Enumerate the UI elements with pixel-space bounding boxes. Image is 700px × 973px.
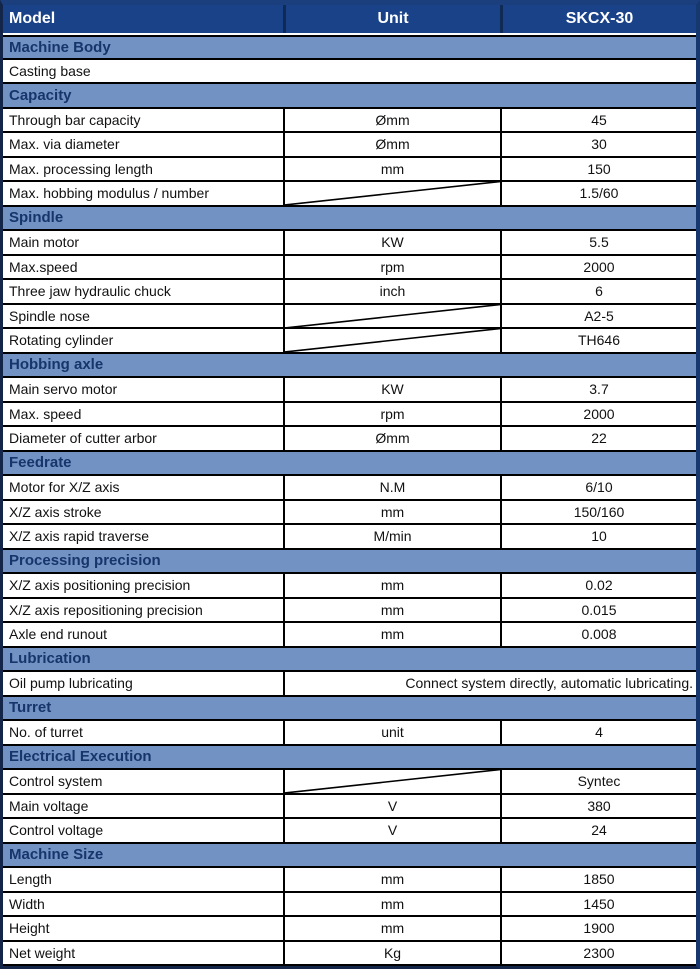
table-row-length bbox=[3, 868, 696, 893]
section-header-machine-size bbox=[3, 844, 696, 869]
section-header-spindle bbox=[3, 207, 696, 232]
section-header-electrical-execution bbox=[3, 746, 696, 771]
table-row-oil-pump-lubricating bbox=[3, 672, 696, 697]
row-value: 10 bbox=[500, 525, 696, 548]
table-row-height bbox=[3, 917, 696, 942]
header-model: Model bbox=[9, 10, 56, 27]
row-label: Control voltage bbox=[9, 822, 104, 839]
row-label: Net weight bbox=[9, 944, 76, 961]
table-row-axle-end-runout bbox=[3, 623, 696, 648]
row-unit: Ømm bbox=[283, 109, 500, 132]
table-row-x-z-axis-rapid-traverse bbox=[3, 525, 696, 550]
row-label: Spindle nose bbox=[9, 307, 90, 324]
row-unit: V bbox=[283, 819, 500, 842]
row-unit: Kg bbox=[283, 942, 500, 965]
table-row-casting-base bbox=[3, 60, 696, 85]
table-row-through-bar-capacity bbox=[3, 109, 696, 134]
header-unit: Unit bbox=[283, 5, 500, 33]
section-header-hobbing-axle bbox=[3, 354, 696, 379]
row-value: 0.008 bbox=[500, 623, 696, 646]
row-label: Max. hobbing modulus / number bbox=[9, 185, 209, 202]
row-label: X/Z axis repositioning precision bbox=[9, 601, 203, 618]
row-label: Oil pump lubricating bbox=[9, 675, 133, 692]
table-row-no-of-turret bbox=[3, 721, 696, 746]
row-unit: KW bbox=[283, 231, 500, 254]
diagonal-slash-icon bbox=[285, 329, 500, 352]
row-label: Main voltage bbox=[9, 797, 89, 814]
row-unit: mm bbox=[283, 501, 500, 524]
row-label: Diameter of cutter arbor bbox=[9, 430, 157, 447]
row-unit: mm bbox=[283, 917, 500, 940]
diagonal-slash-icon bbox=[285, 305, 500, 328]
row-label: No. of turret bbox=[9, 724, 83, 741]
section-title: Capacity bbox=[9, 86, 72, 104]
row-value: 5.5 bbox=[500, 231, 696, 254]
row-label: Max.speed bbox=[9, 258, 78, 275]
row-value: 150/160 bbox=[500, 501, 696, 524]
row-value: 30 bbox=[500, 133, 696, 156]
row-label: Length bbox=[9, 871, 52, 888]
table-header-row bbox=[3, 5, 696, 35]
table-row-main-voltage bbox=[3, 795, 696, 820]
row-label: X/Z axis rapid traverse bbox=[9, 528, 150, 545]
table-row-max-speed bbox=[3, 256, 696, 281]
row-label: Width bbox=[9, 895, 45, 912]
diagonal-slash-icon bbox=[285, 182, 500, 205]
row-value: 4 bbox=[500, 721, 696, 744]
table-row-control-voltage bbox=[3, 819, 696, 844]
table-row-max-via-diameter bbox=[3, 133, 696, 158]
row-value: 0.02 bbox=[500, 574, 696, 597]
row-unit: rpm bbox=[283, 403, 500, 426]
table-row-rotating-cylinder bbox=[3, 329, 696, 354]
section-header-capacity bbox=[3, 84, 696, 109]
row-unit: rpm bbox=[283, 256, 500, 279]
row-unit: V bbox=[283, 795, 500, 818]
row-value: 22 bbox=[500, 427, 696, 450]
row-unit: mm bbox=[283, 868, 500, 891]
table-row-spindle-nose bbox=[3, 305, 696, 330]
section-title: Processing precision bbox=[9, 552, 161, 570]
section-title: Feedrate bbox=[9, 454, 72, 472]
row-unit: KW bbox=[283, 378, 500, 401]
row-unit: mm bbox=[283, 599, 500, 622]
row-label: Motor for X/Z axis bbox=[9, 479, 120, 496]
table-row-diameter-of-cutter-arbor bbox=[3, 427, 696, 452]
row-label: Max. processing length bbox=[9, 160, 153, 177]
row-label: Rotating cylinder bbox=[9, 332, 114, 349]
row-label: Three jaw hydraulic chuck bbox=[9, 283, 171, 300]
section-header-feedrate bbox=[3, 452, 696, 477]
row-merged-value: Connect system directly, automatic lubricating. bbox=[283, 672, 696, 695]
row-label: Control system bbox=[9, 773, 103, 790]
row-unit-slash bbox=[283, 329, 500, 352]
table-row-main-servo-motor bbox=[3, 378, 696, 403]
row-value: 6/10 bbox=[500, 476, 696, 499]
row-value: 2000 bbox=[500, 256, 696, 279]
section-title: Turret bbox=[9, 699, 52, 717]
row-value: 1900 bbox=[500, 917, 696, 940]
row-label: Max. speed bbox=[9, 405, 82, 422]
row-unit-slash bbox=[283, 770, 500, 793]
row-value: 380 bbox=[500, 795, 696, 818]
row-unit: mm bbox=[283, 574, 500, 597]
row-value: 45 bbox=[500, 109, 696, 132]
row-value: 2000 bbox=[500, 403, 696, 426]
row-unit-slash bbox=[283, 182, 500, 205]
table-row-max-hobbing-modulus-number bbox=[3, 182, 696, 207]
table-row-x-z-axis-repositioning-precision bbox=[3, 599, 696, 624]
section-header-turret bbox=[3, 697, 696, 722]
row-unit: mm bbox=[283, 893, 500, 916]
row-unit: mm bbox=[283, 158, 500, 181]
row-value: 1450 bbox=[500, 893, 696, 916]
row-value: 1850 bbox=[500, 868, 696, 891]
section-title: Spindle bbox=[9, 209, 64, 227]
section-title: Machine Body bbox=[9, 38, 111, 56]
header-value-skcx-30: SKCX-30 bbox=[500, 5, 696, 33]
section-header-processing-precision bbox=[3, 550, 696, 575]
row-unit: N.M bbox=[283, 476, 500, 499]
row-value: 6 bbox=[500, 280, 696, 303]
table-row-motor-for-x-z-axis bbox=[3, 476, 696, 501]
section-header-lubrication bbox=[3, 648, 696, 673]
row-unit: Ømm bbox=[283, 133, 500, 156]
table-row-x-z-axis-stroke bbox=[3, 501, 696, 526]
section-title: Lubrication bbox=[9, 650, 91, 668]
row-label: X/Z axis stroke bbox=[9, 503, 102, 520]
section-title: Electrical Execution bbox=[9, 748, 152, 766]
table-row-max-processing-length bbox=[3, 158, 696, 183]
row-label: Main servo motor bbox=[9, 381, 118, 398]
row-unit: inch bbox=[283, 280, 500, 303]
row-value: Syntec bbox=[500, 770, 696, 793]
row-value: 0.015 bbox=[500, 599, 696, 622]
row-label: X/Z axis positioning precision bbox=[9, 577, 191, 594]
diagonal-slash-icon bbox=[285, 770, 500, 793]
table-row-main-motor bbox=[3, 231, 696, 256]
table-row-control-system bbox=[3, 770, 696, 795]
table-row-max-speed bbox=[3, 403, 696, 428]
row-value: 3.7 bbox=[500, 378, 696, 401]
section-header-machine-body bbox=[3, 35, 696, 60]
row-unit-slash bbox=[283, 305, 500, 328]
row-label: Main motor bbox=[9, 234, 80, 251]
row-value: 150 bbox=[500, 158, 696, 181]
section-title: Machine Size bbox=[9, 846, 104, 864]
spec-table-body bbox=[3, 35, 696, 966]
row-unit: unit bbox=[283, 721, 500, 744]
table-row-x-z-axis-positioning-precision bbox=[3, 574, 696, 599]
row-label: Max. via diameter bbox=[9, 136, 120, 153]
row-label: Casting base bbox=[9, 62, 91, 79]
table-row-net-weight bbox=[3, 942, 696, 967]
row-value: 2300 bbox=[500, 942, 696, 965]
row-unit: Ømm bbox=[283, 427, 500, 450]
row-label: Height bbox=[9, 920, 50, 937]
row-label: Axle end runout bbox=[9, 626, 108, 643]
row-unit: mm bbox=[283, 623, 500, 646]
row-value: TH646 bbox=[500, 329, 696, 352]
row-value: 1.5/60 bbox=[500, 182, 696, 205]
section-title: Hobbing axle bbox=[9, 356, 104, 374]
row-label: Through bar capacity bbox=[9, 111, 141, 128]
table-row-three-jaw-hydraulic-chuck bbox=[3, 280, 696, 305]
row-value: A2-5 bbox=[500, 305, 696, 328]
table-row-width bbox=[3, 893, 696, 918]
row-value: 24 bbox=[500, 819, 696, 842]
row-unit: M/min bbox=[283, 525, 500, 548]
